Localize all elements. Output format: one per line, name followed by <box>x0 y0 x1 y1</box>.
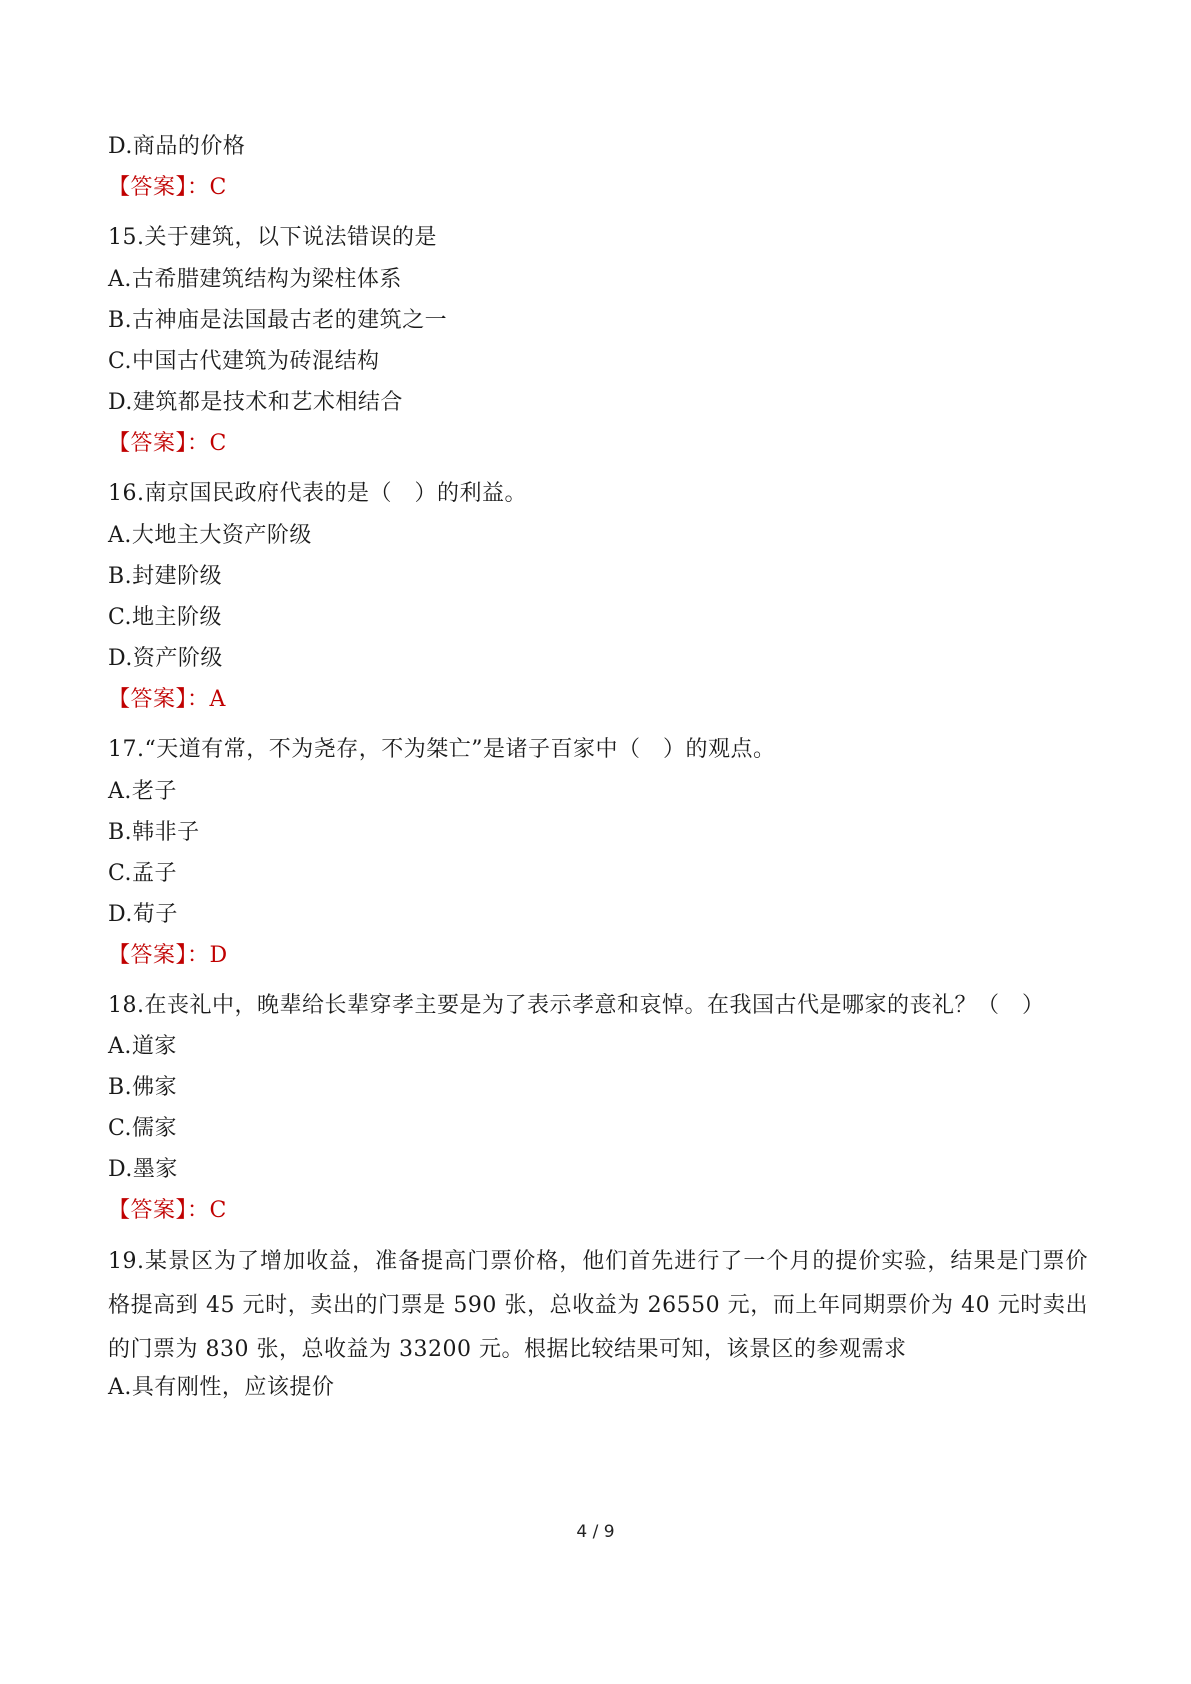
q16-option-b: B.封建阶级 <box>108 564 223 589</box>
q15-stem: 15.关于建筑，以下说法错误的是 <box>108 225 437 250</box>
q14-option-d: D.商品的价格 <box>108 134 246 159</box>
q16-option-d: D.资产阶级 <box>108 646 223 671</box>
q18-option-c: C.儒家 <box>108 1116 178 1141</box>
q16-option-c: C.地主阶级 <box>108 605 223 630</box>
q17-option-c: C.孟子 <box>108 861 178 886</box>
q18-answer: 【答案】：C <box>108 1198 227 1223</box>
q15-answer: 【答案】：C <box>108 431 227 456</box>
q18-option-a: A.道家 <box>108 1034 177 1059</box>
q19-option-a: A.具有刚性，应该提价 <box>108 1375 335 1400</box>
q16-option-a: A.大地主大资产阶级 <box>108 523 312 548</box>
q16-answer: 【答案】：A <box>108 687 226 712</box>
q17-option-a: A.老子 <box>108 779 177 804</box>
q17-option-d: D.荀子 <box>108 902 178 927</box>
q18-stem: 18.在丧礼中，晚辈给长辈穿孝主要是为了表示孝意和哀悼。在我国古代是哪家的丧礼？（ ） <box>108 993 1045 1018</box>
q15-option-a: A.古希腊建筑结构为梁柱体系 <box>108 267 402 292</box>
q16-stem: 16.南京国民政府代表的是（ ）的利益。 <box>108 481 527 506</box>
q18-option-b: B.佛家 <box>108 1075 178 1100</box>
q15-option-d: D.建筑都是技术和艺术相结合 <box>108 390 403 415</box>
q14-answer: 【答案】：C <box>108 175 227 200</box>
q15-option-c: C.中国古代建筑为砖混结构 <box>108 349 380 374</box>
q17-answer: 【答案】：D <box>108 943 228 968</box>
q17-option-b: B.韩非子 <box>108 820 200 845</box>
q18-option-d: D.墨家 <box>108 1157 178 1182</box>
page-indicator: 4 / 9 <box>576 1522 615 1542</box>
q19-stem: 19.某景区为了增加收益，准备提高门票价格，他们首先进行了一个月的提价实验，结果是门票价格提高到 45 元时，卖出的门票是 590 张，总收益为 26550 元，而上年同期票价为 40 元时卖出的门票为 830 张，总收益为 33200 元。根据比较结果可知，该景区的参观需求 <box>108 1249 1088 1362</box>
q15-option-b: B.古神庙是法国最古老的建筑之一 <box>108 308 448 333</box>
q17-stem: 17.“天道有常，不为尧存，不为桀亡”是诸子百家中（ ）的观点。 <box>108 737 776 762</box>
